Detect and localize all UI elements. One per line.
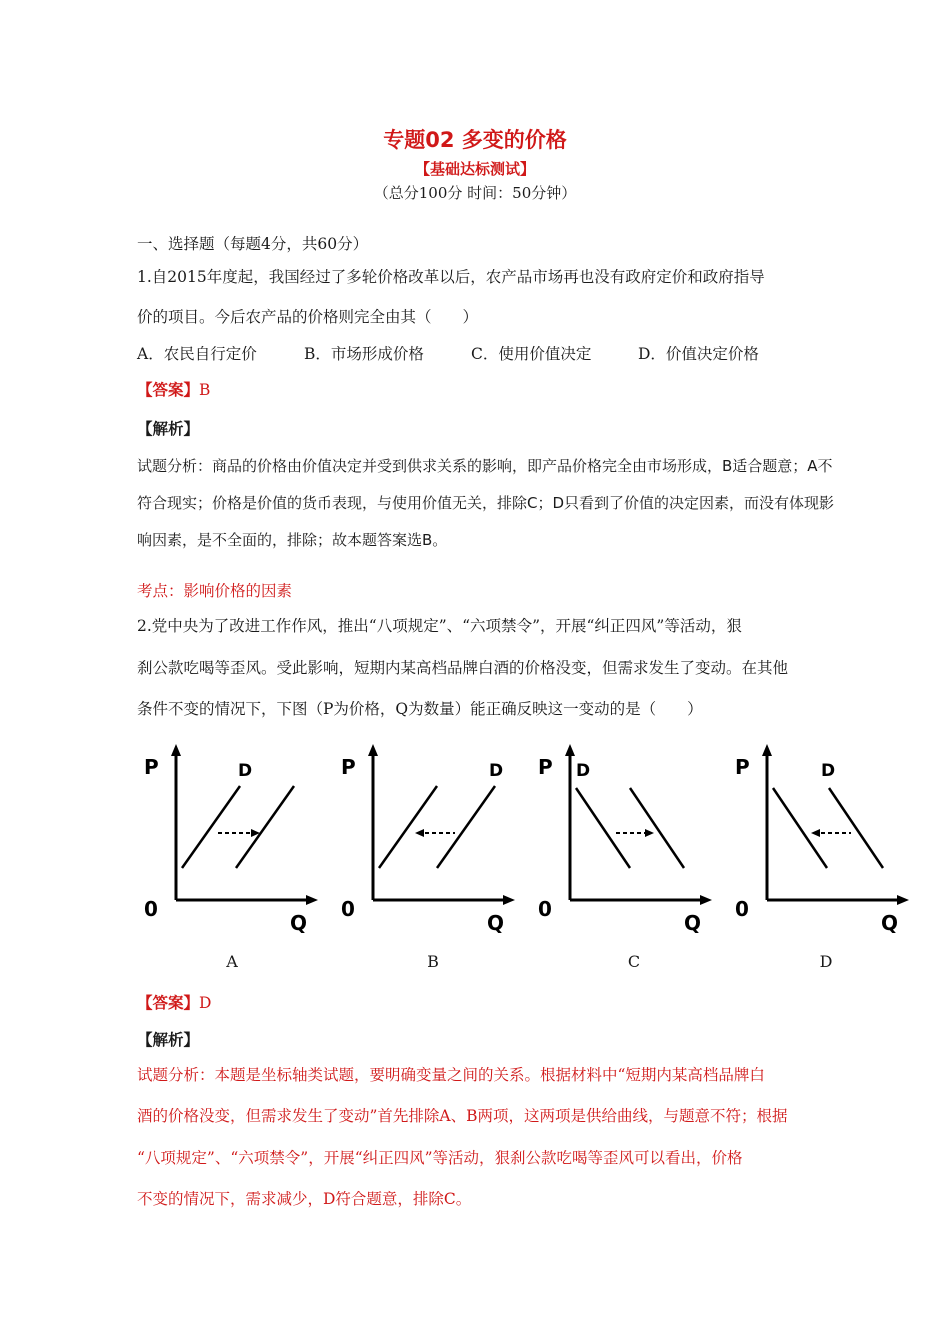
d-label: D (489, 761, 504, 781)
p-label: P (144, 755, 159, 779)
arrow-left-icon (811, 829, 820, 837)
section-heading: 一、选择题（每题4分，共60分） (137, 235, 369, 253)
q2-stem-line3: 条件不变的情况下，下图（P为价格，Q为数量）能正确反映这一变动的是（ ） (137, 700, 703, 718)
q2-analysis-line2: 酒的价格没变，但需求发生了变动”首先排除A、B两项，这两项是供给曲线，与题意不符；根据 (137, 1107, 788, 1125)
d-label: D (238, 761, 253, 781)
graph-c-label: C (627, 952, 641, 971)
q2-answer-value: D (199, 994, 212, 1012)
curve-shifted (437, 786, 495, 868)
p-label: P (341, 755, 356, 779)
q1-analysis-line2: 符合现实；价格是价值的货币表现，与使用价值无关，排除C；D只看到了价值的决定因素，而没有体现影 (137, 494, 835, 512)
q1-kaodian: 考点：影响价格的因素 (137, 582, 293, 600)
curve-original (576, 788, 630, 868)
curve-original (829, 788, 883, 868)
q2-stem-line2: 刹公款吃喝等歪风。受此影响，短期内某高档品牌白酒的价格没变，但需求发生了变动。在其他 (137, 659, 789, 677)
p-label: P (735, 755, 750, 779)
q2-analysis-line3: “八项规定”、“六项禁令”，开展“纠正四风”等活动，狠刹公款吃喝等歪风可以看出，价格 (137, 1149, 743, 1167)
q1-answer-label: 【答案】 (137, 381, 200, 399)
origin-label: 0 (735, 897, 749, 921)
q2-analysis-label: 【解析】 (137, 1031, 200, 1049)
graph-d (731, 740, 916, 940)
q1-option-b: B．市场形成价格 (304, 345, 424, 363)
curve-original (182, 786, 240, 868)
arrow-left-icon (415, 829, 424, 837)
q1-stem-line1: 1.自2015年度起，我国经过了多轮价格改革以后，农产品市场再也没有政府定价和政府指导 (137, 268, 765, 286)
q2-stem-line1: 2.党中央为了改进工作作风，推出“八项规定”、“六项禁令”，开展“纠正四风”等活动，狠 (137, 617, 742, 635)
q-label: Q (290, 911, 308, 935)
arrow-right-icon (645, 829, 654, 837)
p-axis-arrow-icon (762, 744, 772, 756)
q-label: Q (684, 911, 702, 935)
q-axis-arrow-icon (306, 895, 318, 905)
origin-label: 0 (341, 897, 355, 921)
q2-answer-label: 【答案】 (137, 994, 200, 1012)
graph-a (140, 740, 325, 940)
q-label: Q (881, 911, 899, 935)
graph-d-label: D (819, 952, 833, 971)
graph-a-label: A (226, 952, 238, 971)
graph-b (337, 740, 522, 940)
p-axis-arrow-icon (565, 744, 575, 756)
q1-analysis-label: 【解析】 (137, 420, 200, 438)
q2-analysis-line4: 不变的情况下，需求减少，D符合题意，排除C。 (137, 1190, 472, 1208)
page-subtitle: 【基础达标测试】 (414, 160, 535, 178)
q-axis-arrow-icon (897, 895, 909, 905)
q1-analysis-line3: 响因素，是不全面的，排除；故本题答案选B。 (137, 531, 448, 549)
d-label: D (821, 761, 836, 781)
curve-shifted (773, 788, 827, 868)
q1-options (137, 342, 759, 364)
q2-analysis-line1: 试题分析：本题是坐标轴类试题，要明确变量之间的关系。根据材料中“短期内某高档品牌白 (137, 1066, 765, 1084)
origin-label: 0 (538, 897, 552, 921)
q1-option-d: D．价值决定价格 (638, 345, 759, 363)
q2-answer (137, 991, 211, 1013)
graph-c (534, 740, 719, 940)
q1-answer-value: B (199, 381, 211, 399)
q-axis-arrow-icon (503, 895, 515, 905)
curve-shifted (630, 788, 684, 868)
q-label: Q (487, 911, 505, 935)
graph-b-label: B (427, 952, 439, 971)
origin-label: 0 (144, 897, 158, 921)
q1-option-a: A．农民自行定价 (137, 345, 257, 363)
q1-analysis-line1: 试题分析：商品的价格由价值决定并受到供求关系的影响，即产品价格完全由市场形成，B适合题意；A不 (137, 457, 833, 475)
q-axis-arrow-icon (700, 895, 712, 905)
page-title: 专题02 多变的价格 (383, 128, 567, 152)
p-label: P (538, 755, 553, 779)
p-axis-arrow-icon (368, 744, 378, 756)
score-time-info: （总分100分 时间：50分钟） (373, 184, 577, 202)
q1-answer (137, 378, 210, 400)
q1-option-c: C．使用价值决定 (471, 345, 592, 363)
p-axis-arrow-icon (171, 744, 181, 756)
curve-original (379, 786, 437, 868)
curve-shifted (236, 786, 294, 868)
d-label: D (576, 761, 591, 781)
q1-stem-line2: 价的项目。今后农产品的价格则完全由其（ ） (137, 308, 479, 326)
